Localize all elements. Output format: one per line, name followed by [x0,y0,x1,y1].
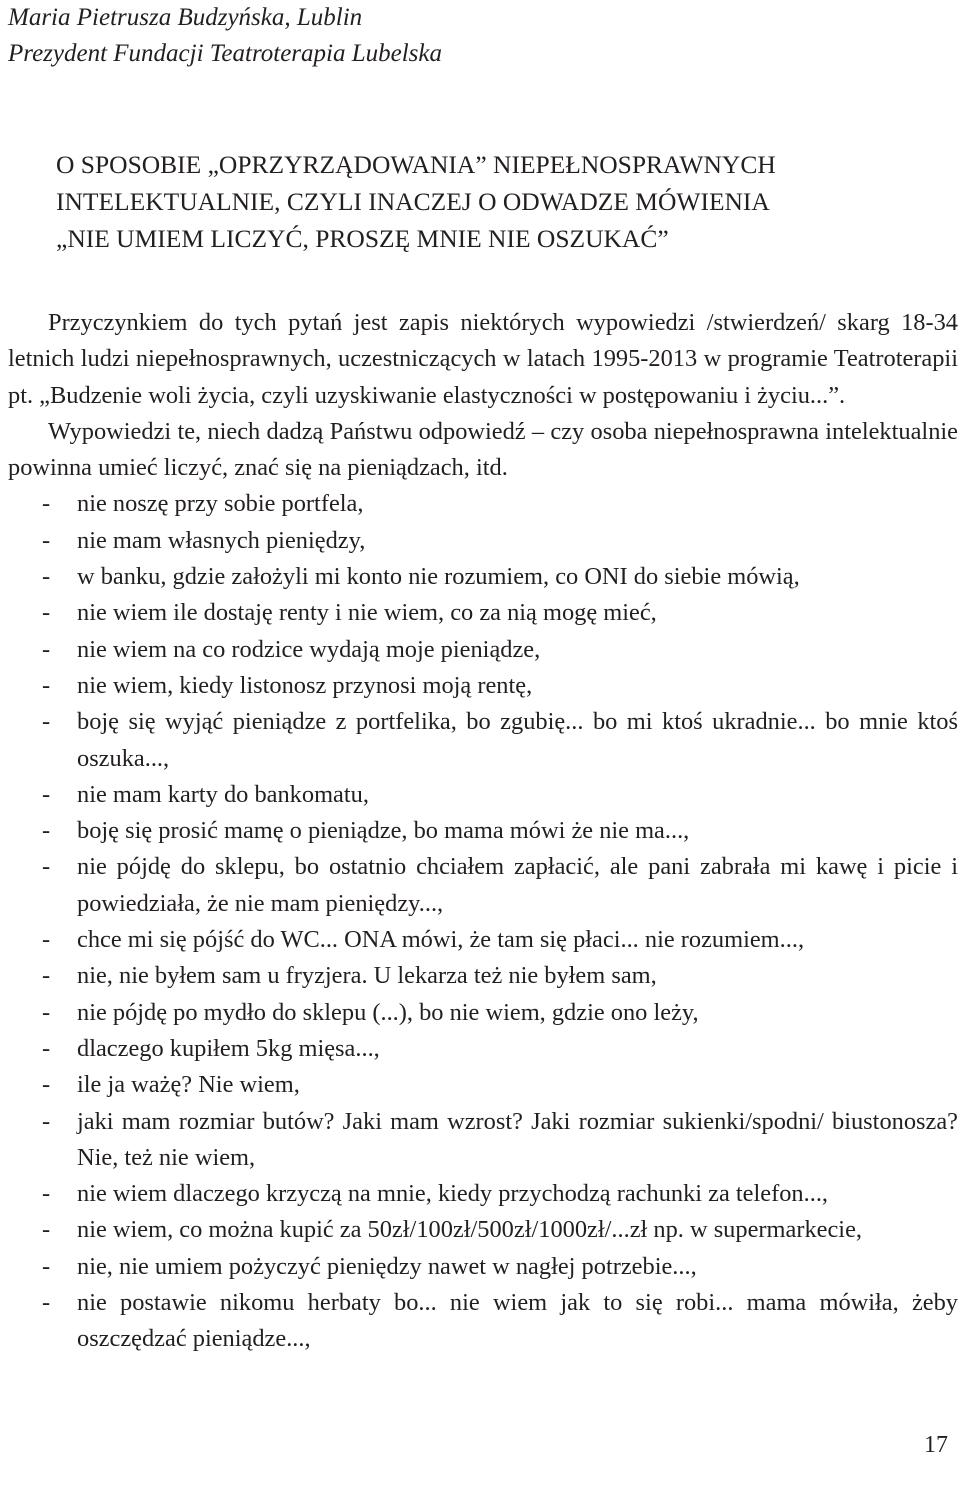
list-dash: - [42,998,51,1026]
list-item-text: ile ja ważę? Nie wiem, [77,1071,300,1099]
list-dash: - [42,708,51,736]
list-dash: - [42,1216,51,1244]
list-item [8,704,958,777]
list-item-text: nie wiem, kiedy listonosz przynosi moją rentę, [77,671,533,699]
list-item-text: nie noszę przy sobie portfela, [77,490,364,518]
list-dash: - [42,1252,51,1280]
list-item-text: nie wiem ile dostaję renty i nie wiem, co za nią mogę mieć, [77,599,657,627]
list-item [8,523,958,559]
list-item [8,668,958,704]
list-dash: - [42,1034,51,1062]
page-number: 17 [924,1432,948,1458]
article-title [56,146,776,257]
list-item [8,958,958,994]
list-item-text: nie wiem na co rodzice wydają moje pieniądze, [77,635,541,663]
list-dash: - [42,671,51,699]
list-item [8,1104,958,1177]
list-item-text: nie, nie umiem pożyczyć pieniędzy nawet w nagłej potrzebie..., [77,1252,697,1280]
list-dash: - [42,853,51,881]
list-dash: - [42,635,51,663]
list-item [8,995,958,1031]
second-paragraph: Wypowiedzi te, niech dadzą Państwu odpowiedź – czy osoba niepełnosprawna intelektualnie powinna umieć liczyć, znać się na pieniądzach, itd. [8,417,958,482]
list-dash: - [42,1071,51,1099]
list-item [8,559,958,595]
author-block [8,0,442,72]
list-dash: - [42,526,51,554]
list-item [8,595,958,631]
list-item [8,1176,958,1212]
list-dash: - [42,599,51,627]
list-item [8,1212,958,1248]
list-item [8,777,958,813]
list-dash: - [42,780,51,808]
list-item-text: boję się wyjąć pieniądze z portfelika, bo zgubię... bo mi ktoś ukradnie... bo mnie ktoś oszuka..., [77,708,958,772]
article-body [8,305,958,1358]
list-item-text: boję się prosić mamę o pieniądze, bo mama mówi że nie ma..., [77,817,690,845]
list-item [8,1249,958,1285]
list-item-text: nie mam własnych pieniędzy, [77,526,366,554]
title-line-3: „NIE UMIEM LICZYĆ, PROSZĘ MNIE NIE OSZUKAĆ” [56,224,669,253]
quote-list [8,486,958,1357]
intro-paragraph: Przyczynkiem do tych pytań jest zapis niektórych wypowiedzi /stwierdzeń/ skarg 18-34 letnich ludzi niepełnosprawnych, uczestniczących w latach 1995-2013 w programie Teatroterapii pt. „Budzenie woli życia, czyli uzyskiwanie elastyczności w postępowaniu i życiu...”. [8,309,958,409]
title-line-2: INTELEKTUALNIE, CZYLI INACZEJ O ODWADZE MÓWIENIA [56,187,770,216]
author-name: Maria Pietrusza Budzyńska, Lublin [8,4,363,31]
list-dash: - [42,962,51,990]
list-item [8,849,958,922]
list-item-text: dlaczego kupiłem 5kg mięsa..., [77,1034,380,1062]
list-item [8,1285,958,1358]
list-item [8,813,958,849]
list-dash: - [42,817,51,845]
list-item-text: nie wiem, co można kupić za 50zł/100zł/500zł/1000zł/...zł np. w supermarkecie, [77,1216,862,1244]
list-item [8,1031,958,1067]
title-line-1: O SPOSOBIE „OPRZYRZĄDOWANIA” NIEPEŁNOSPRAWNYCH [56,150,776,179]
list-dash: - [42,490,51,518]
list-item-text: chce mi się pójść do WC... ONA mówi, że tam się płaci... nie rozumiem..., [77,926,805,954]
list-item-text: nie mam karty do bankomatu, [77,780,369,808]
list-dash: - [42,1180,51,1208]
list-item-text: nie pójdę po mydło do sklepu (...), bo nie wiem, gdzie ono leży, [77,998,699,1026]
list-item [8,922,958,958]
list-item-text: nie pójdę do sklepu, bo ostatnio chciałem zapłacić, ale pani zabrała mi kawę i picie i powiedziała, że nie mam pieniędzy..., [77,853,958,917]
list-item-text: jaki mam rozmiar butów? Jaki mam wzrost? Jaki rozmiar sukienki/spodni/ biustonosza? Nie, też nie wiem, [77,1107,958,1171]
list-item-text: nie postawie nikomu herbaty bo... nie wiem jak to się robi... mama mówiła, żeby oszczędzać pieniądze..., [77,1289,958,1353]
list-item [8,486,958,522]
list-item-text: nie, nie byłem sam u fryzjera. U lekarza też nie byłem sam, [77,962,657,990]
list-dash: - [42,1289,51,1317]
list-dash: - [42,1107,51,1135]
list-item-text: nie wiem dlaczego krzyczą na mnie, kiedy przychodzą rachunki za telefon..., [77,1180,829,1208]
list-dash: - [42,563,51,591]
list-dash: - [42,926,51,954]
list-item [8,1067,958,1103]
author-role: Prezydent Fundacji Teatroterapia Lubelska [8,40,442,67]
list-item-text: w banku, gdzie założyli mi konto nie rozumiem, co ONI do siebie mówią, [77,563,800,591]
list-item [8,632,958,668]
